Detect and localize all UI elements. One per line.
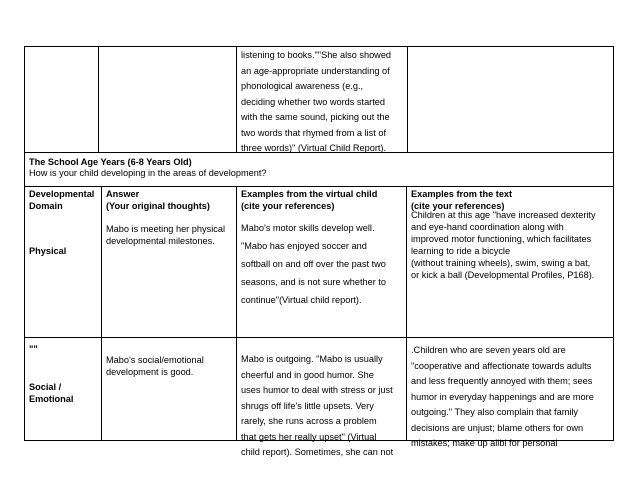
row-marker: "" (29, 344, 38, 354)
col-divider-2 (236, 186, 237, 441)
virtual-physical: Mabo's motor skills develop well. "Mabo has enjoyed soccer and softball on and off over the past two seasons, and is not sure whether to continue"(Virtual child report). (241, 223, 387, 305)
col-divider-1 (101, 186, 102, 441)
domain-social-emotional: Social / Emotional (29, 382, 74, 404)
header-answer: Answer (Your original thoughts) (106, 189, 210, 211)
top-row-quote: listening to books.""She also showed an age-appropriate understanding of phonological awareness (e.g., deciding whether two words started with the same sound, picking out the two words that rhymed from a list of three words)" (Virtual Child Report). (241, 50, 392, 153)
col-divider-3-top (407, 46, 408, 153)
header-domain: Developmental Domain (29, 189, 95, 211)
answer-social-emotional: Mabo's social/emotional development is good. (106, 355, 204, 377)
col-divider-2-top (236, 46, 237, 153)
col-divider-3 (406, 186, 407, 441)
row-divider-header (24, 186, 614, 187)
header-virtual-child: Examples from the virtual child (cite your references) (241, 189, 378, 211)
text-social-emotional: .Children who are seven years old are "cooperative and affectionate towards adults and less frequently annoyed with them; sees humor in everyday happenings and are more outgoing." They also complain that family decisions are unjust; blame others for own mistakes; make up alibi for personal (411, 345, 594, 448)
col-divider-1-top (98, 46, 99, 153)
header-text: Examples from the text (cite your references) (411, 189, 513, 211)
row-divider-physical (24, 337, 614, 338)
text-physical: Children at this age "have increased dexterity and eye-hand coordination along with improved motor functioning, which facilitates learning to ride a bicycle (without training wheels), swim, swing a bat, or kick a ball (Developmental Profiles, P168). (411, 210, 596, 280)
domain-physical: Physical (29, 246, 67, 256)
table-border-left (24, 46, 25, 441)
section-question: How is your child developing in the areas of development? (29, 168, 267, 178)
section-title: The School Age Years (6-8 Years Old) (29, 157, 192, 167)
table-border-right (613, 46, 614, 441)
table-border-top (24, 46, 614, 47)
answer-physical: Mabo is meeting her physical developmental milestones. (106, 224, 225, 246)
virtual-social-emotional: Mabo is outgoing. "Mabo is usually cheerful and in good humor. She uses humor to deal with stress or just shrugs off life's little upsets. Very rarely, she runs across a problem that gets her really upset" (Virtual child report). Sometimes, she can not (241, 354, 394, 457)
